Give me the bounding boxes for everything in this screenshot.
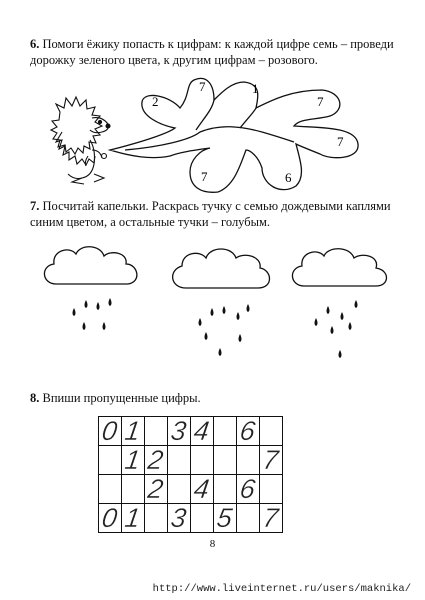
maze-number-1: 1 (252, 81, 259, 96)
grid-cell-empty[interactable] (168, 446, 191, 475)
grid-cell (214, 504, 237, 533)
grid-digit: 7 (261, 503, 281, 533)
grid-cell-empty[interactable] (214, 417, 237, 446)
grid-cell (260, 504, 283, 533)
cloud-3 (292, 249, 386, 286)
grid-cell (237, 417, 260, 446)
grid-cell (191, 417, 214, 446)
task-8-number: 8. (30, 391, 40, 405)
task-8-text: Впиши пропущенные цифры. (42, 391, 201, 405)
grid-cell (191, 475, 214, 504)
grid-digit: 5 (215, 503, 235, 533)
grid-cell-empty[interactable] (99, 475, 122, 504)
grid-cell-empty[interactable] (191, 504, 214, 533)
grid-digit: 6 (238, 474, 258, 504)
grid-cell-empty[interactable] (99, 446, 122, 475)
cloud-2-drops (199, 304, 250, 356)
grid-cell (99, 504, 122, 533)
grid-row (99, 504, 283, 533)
grid-cell (168, 417, 191, 446)
grid-digit: 7 (261, 445, 281, 475)
grid-digit: 1 (123, 445, 143, 475)
grid-cell-empty[interactable] (237, 446, 260, 475)
grid-row (99, 417, 283, 446)
task-7-text: Посчитай капельки. Раскрась тучку с семью дождевыми каплями синим цветом, а остальные тучки – голубым. (30, 199, 391, 229)
grid-cell (122, 504, 145, 533)
maze-number-6: 6 (285, 170, 292, 185)
grid-digit: 1 (123, 503, 143, 533)
task-6-text: Помоги ёжику попасть к цифрам: к каждой цифре семь – проведи дорожку зеленого цвета, к другим цифрам – розового. (30, 37, 394, 67)
grid-cell-empty[interactable] (168, 475, 191, 504)
grid-cell-empty[interactable] (122, 475, 145, 504)
grid-digit: 2 (146, 445, 166, 475)
grid-cell-empty[interactable] (191, 446, 214, 475)
grid-cell (145, 446, 168, 475)
maze-number-2: 2 (152, 94, 159, 109)
maze-number-7-far-right: 7 (337, 134, 344, 149)
grid-digit: 4 (192, 474, 212, 504)
page-number: 8 (209, 538, 216, 550)
grid-digit: 0 (100, 503, 120, 533)
grid-row (99, 475, 283, 504)
grid-cell (99, 417, 122, 446)
grid-cell (237, 475, 260, 504)
grid-digit: 0 (100, 416, 120, 446)
task-6-number: 6. (30, 37, 40, 51)
grid-cell (260, 446, 283, 475)
cloud-1 (44, 247, 136, 284)
maze-number-7-right: 7 (317, 94, 324, 109)
grid-cell-empty[interactable] (145, 504, 168, 533)
cloud-3-drops (315, 300, 358, 358)
maze-number-7-top: 7 (199, 79, 206, 94)
grid-digit: 1 (123, 416, 143, 446)
grid-cell-empty[interactable] (237, 504, 260, 533)
task-7-number: 7. (30, 199, 40, 213)
grid-digit: 4 (192, 416, 212, 446)
grid-cell (122, 417, 145, 446)
task-8-instruction (30, 390, 398, 406)
footer-url: http://www.liveinternet.ru/users/maknika/ (152, 583, 411, 595)
task-7-instruction (30, 198, 398, 230)
grid-cell-empty[interactable] (214, 475, 237, 504)
grid-digit: 3 (169, 503, 189, 533)
grid-row (99, 446, 283, 475)
hedgehog-illustration (51, 97, 110, 184)
grid-digit: 3 (169, 416, 189, 446)
cloud-2 (173, 249, 270, 288)
cloud-1-drops (73, 298, 112, 330)
grid-cell (168, 504, 191, 533)
maze-number-7-bottom: 7 (201, 169, 208, 184)
digit-grid (98, 416, 283, 533)
grid-cell (145, 475, 168, 504)
grid-cell-empty[interactable] (214, 446, 237, 475)
grid-digit: 2 (146, 474, 166, 504)
grid-digit: 6 (238, 416, 258, 446)
grid-cell-empty[interactable] (145, 417, 168, 446)
grid-cell (122, 446, 145, 475)
grid-cell-empty[interactable] (260, 475, 283, 504)
grid-cell-empty[interactable] (260, 417, 283, 446)
